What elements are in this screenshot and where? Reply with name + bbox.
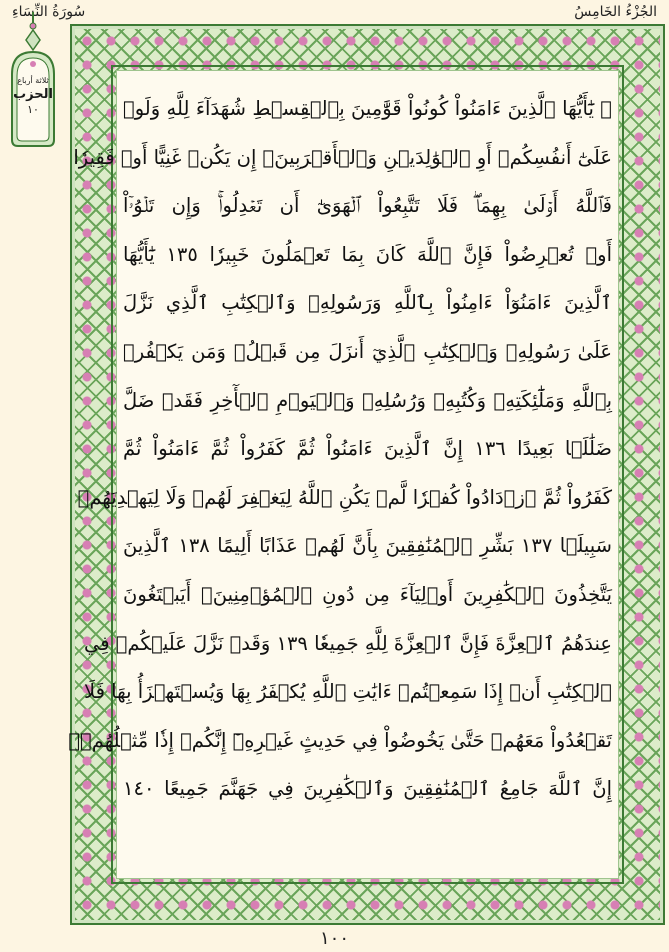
hizb-quarter: ثلاثة أرباع — [17, 76, 49, 85]
verse-line: تَقۡعُدُواْ مَعَهُمۡ حَتَّىٰ يَخُوضُواْ فِي حَدِيثٍ غَيۡرِهِۦٓ إِنَّكُمۡ إِذٗا مِّثۡلُهُمۡۗ — [68, 728, 612, 752]
verse-line: كَفَرُواْ ثُمَّ ٱزۡدَادُواْ كُفۡرٗا لَّمۡ يَكُنِ ٱللَّهُ لِيَغۡفِرَ لَهُمۡ وَلَا لِيَهۡدِيَهُمۡ — [77, 485, 612, 509]
hizb-label: الحزب — [13, 87, 53, 102]
verse-line: إِنَّ ٱللَّهَ جَامِعُ ٱلۡمُنَٰفِقِينَ وَٱلۡكَٰفِرِينَ فِي جَهَنَّمَ جَمِيعًا ١٤٠ — [123, 777, 612, 801]
surah-name: سُورَةُ النِّسَاءِ — [12, 4, 86, 20]
juz-name: الجُزْءُ الخَامِسُ — [574, 4, 657, 20]
verse-text-area — [68, 70, 619, 879]
verse-line: أَوۡ تُعۡرِضُواْ فَإِنَّ ٱللَّهَ كَانَ بِمَا تَعۡمَلُونَ خَبِيرٗا ١٣٥ يَٰٓأَيُّهَا — [123, 242, 612, 266]
verse-line: ٱلۡكِتَٰبِ أَنۡ إِذَا سَمِعۡتُمۡ ءَايَٰتِ ٱللَّهِ يُكۡفَرُ بِهَا وَيُسۡتَهۡزَأُ بِهَا فَلَا — [84, 680, 612, 704]
verse-line: فَٱللَّهُ أَوۡلَىٰ بِهِمَاۖ فَلَا تَتَّبِعُواْ ٱلۡهَوَىٰٓ أَن تَعۡدِلُواْۚ وَإِن تَلۡوُۥٓاْ — [123, 194, 612, 218]
page-number: ١٠٠ — [319, 928, 349, 949]
verse-line: عَلَىٰٓ أَنفُسِكُمۡ أَوِ ٱلۡوَٰلِدَيۡنِ وَٱلۡأَقۡرَبِينَۚ إِن يَكُنۡ غَنِيًّا أَوۡ فَقِيرٗا — [73, 145, 612, 169]
verse-line: ٱلَّذِينَ ءَامَنُوٓاْ ءَامِنُواْ بِٱللَّهِ وَرَسُولِهِۦ وَٱلۡكِتَٰبِ ٱلَّذِي نَزَّلَ — [123, 291, 612, 315]
verse-line: ضَلَٰلَۢا بَعِيدًا ١٣٦ إِنَّ ٱلَّذِينَ ءَامَنُواْ ثُمَّ كَفَرُواْ ثُمَّ ءَامَنُواْ ثُمَّ — [123, 437, 612, 461]
page-frame — [70, 24, 665, 925]
hizb-number: ١٠ — [27, 103, 39, 116]
verse-line: عَلَىٰ رَسُولِهِۦ وَٱلۡكِتَٰبِ ٱلَّذِيٓ أَنزَلَ مِن قَبۡلُۚ وَمَن يَكۡفُرۡ — [123, 339, 612, 363]
verse-line: يَتَّخِذُونَ ٱلۡكَٰفِرِينَ أَوۡلِيَآءَ مِن دُونِ ٱلۡمُؤۡمِنِينَۚ أَيَبۡتَغُونَ — [123, 582, 612, 606]
verse-line: عِندَهُمُ ٱلۡعِزَّةَ فَإِنَّ ٱلۡعِزَّةَ لِلَّهِ جَمِيعٗا ١٣٩ وَقَدۡ نَزَّلَ عَلَيۡكُمۡ فِي — [83, 631, 612, 655]
verse-line: سَبِيلَۢا ١٣٧ بَشِّرِ ٱلۡمُنَٰفِقِينَ بِأَنَّ لَهُمۡ عَذَابًا أَلِيمًا ١٣٨ ٱلَّذِينَ — [123, 534, 613, 558]
verse-line: ۞ يَٰٓأَيُّهَا ٱلَّذِينَ ءَامَنُواْ كُونُواْ قَوَّٰمِينَ بِٱلۡقِسۡطِ شُهَدَآءَ لِلَّهِ وَلَوۡ — [123, 97, 612, 120]
verse-line: بِٱللَّهِ وَمَلَٰٓئِكَتِهِۦ وَكُتُبِهِۦ وَرُسُلِهِۦ وَٱلۡيَوۡمِ ٱلۡأٓخِرِ فَقَدۡ ضَلَّ — [123, 388, 612, 412]
hizb-marker — [4, 12, 62, 150]
